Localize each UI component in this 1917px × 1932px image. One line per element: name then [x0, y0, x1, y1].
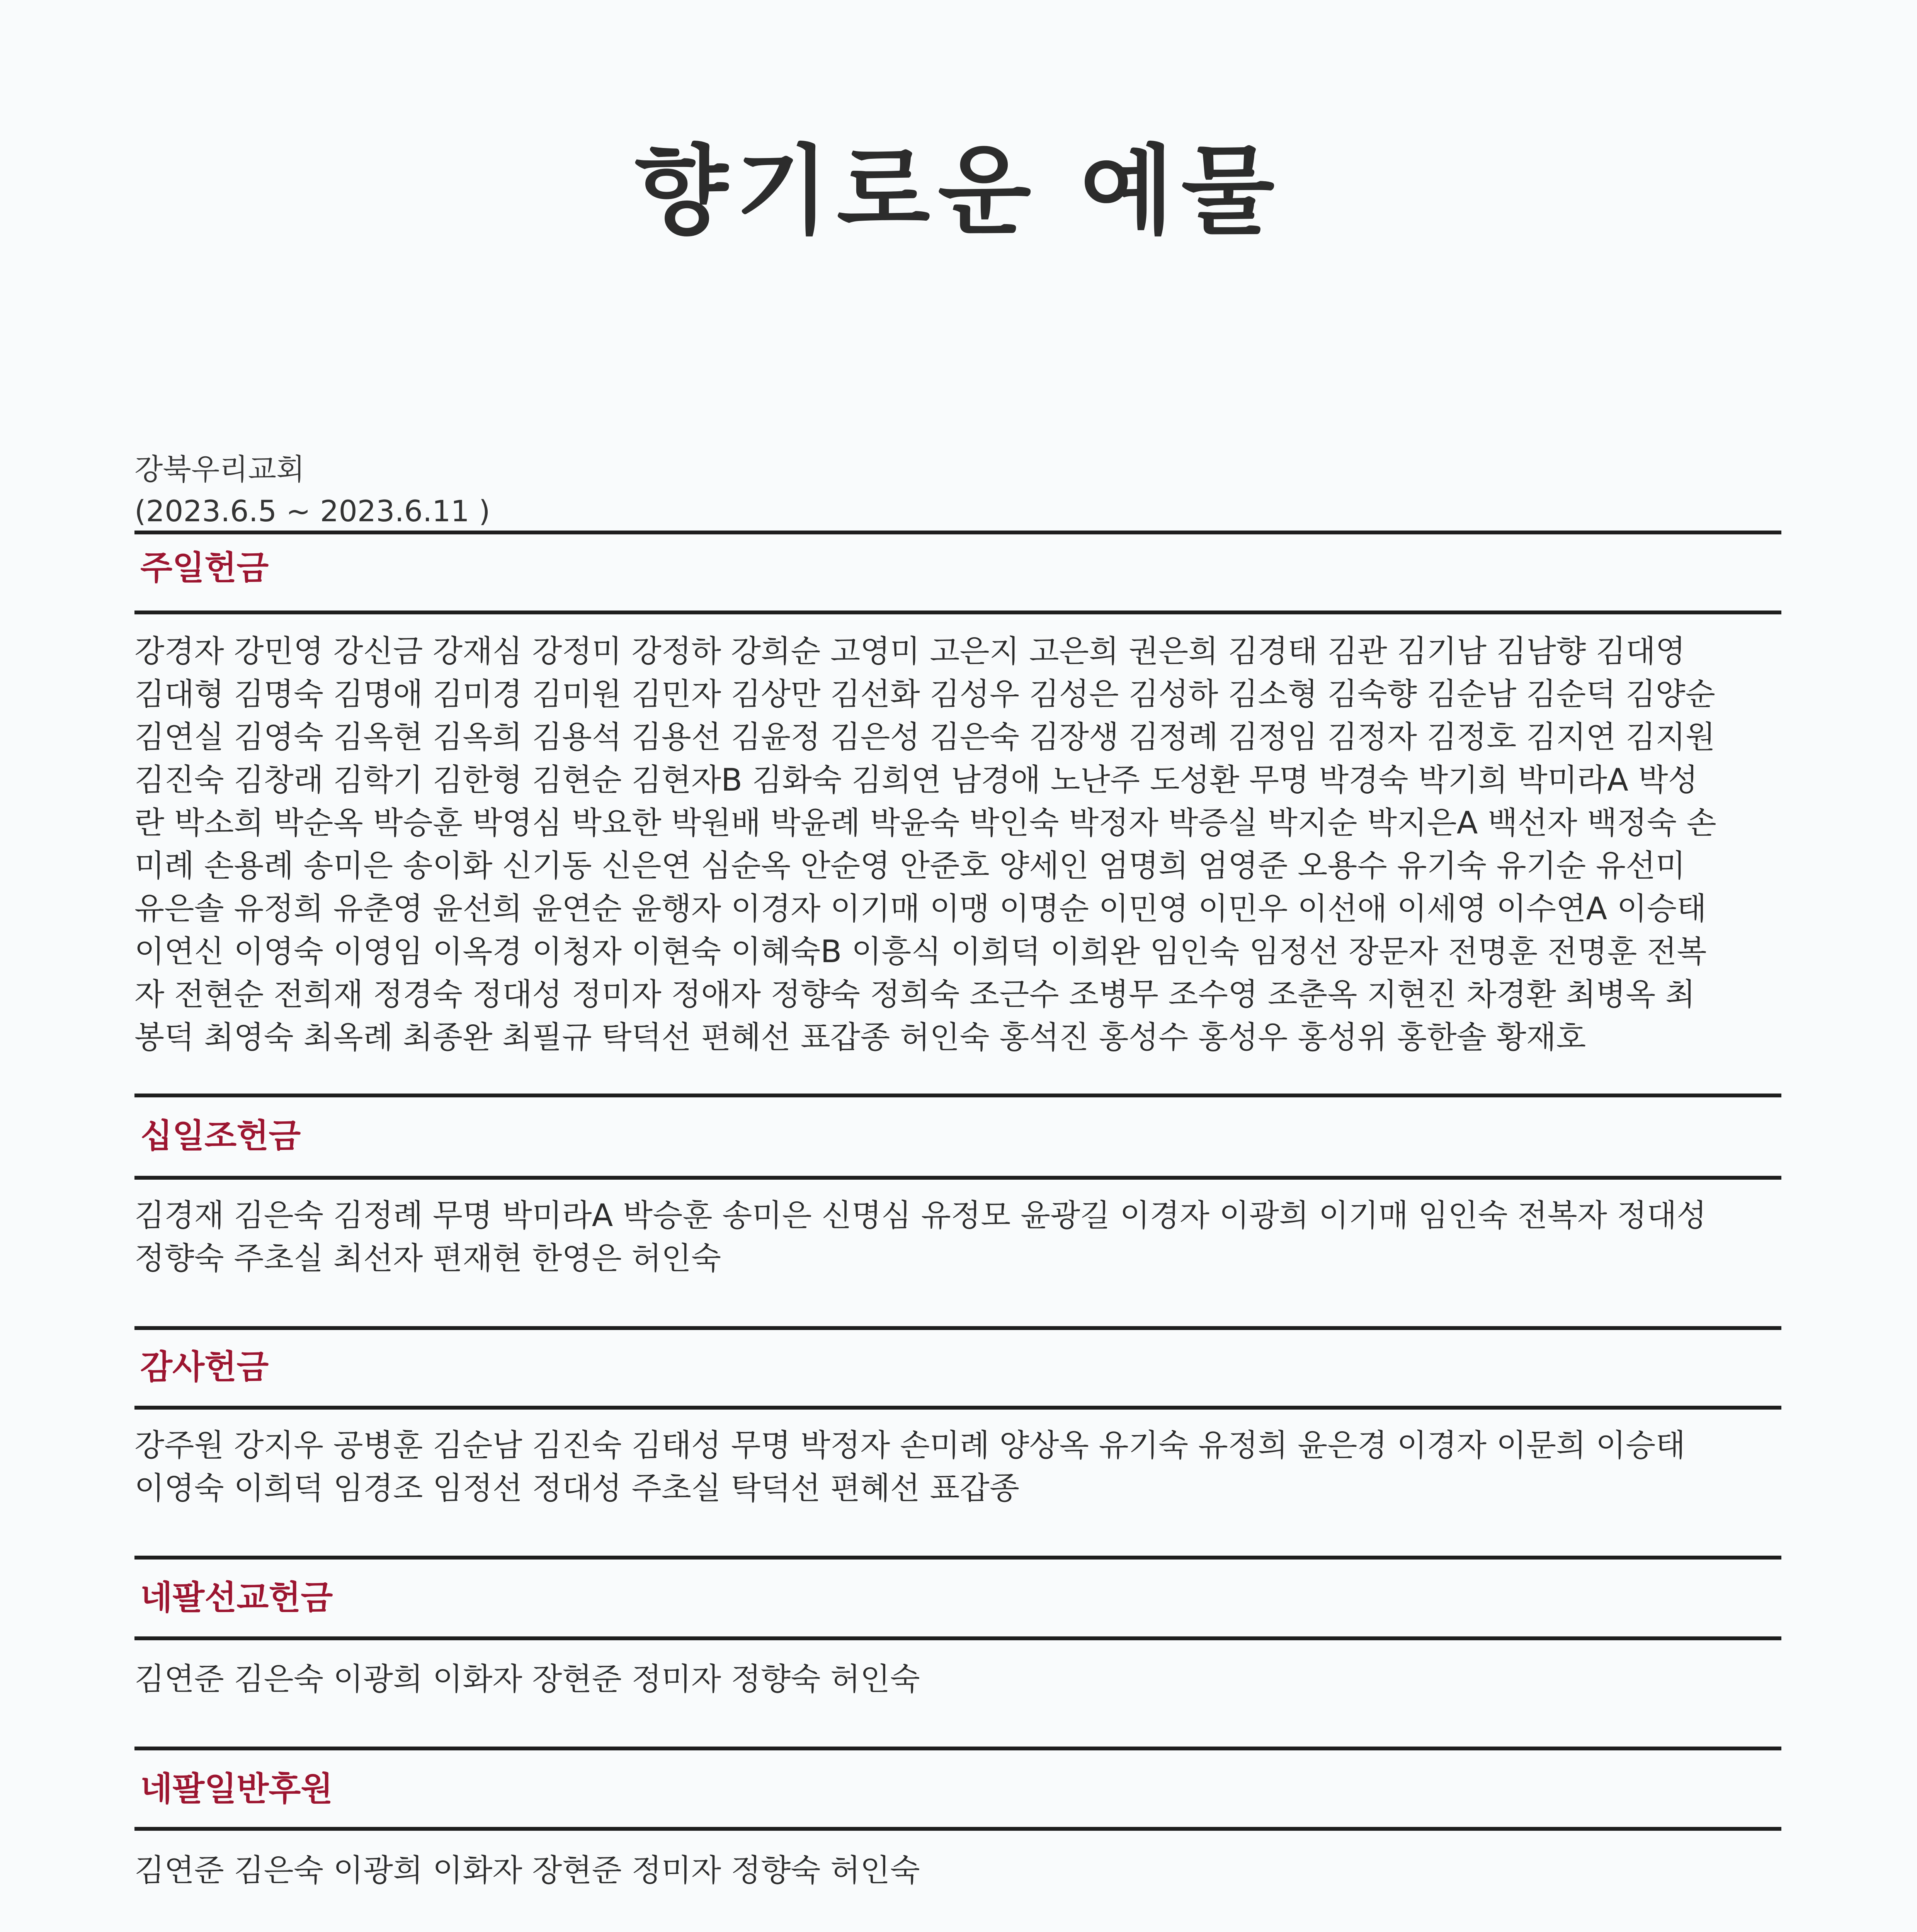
name-line: 김진숙 김창래 김학기 김한형 김현순 김현자B 김화숙 김희연 남경애 노난주 도성환 무명 박경숙 박기희 박미라A 박성: [134, 762, 1698, 798]
section-heading-nepal-mission: 네팔선교헌금: [140, 1578, 333, 1617]
offering-period: (2023.6.5 ~ 2023.6.11 ): [134, 494, 490, 528]
section-names-tithe: [134, 1194, 1781, 1280]
section-divider: [134, 1326, 1781, 1330]
name-line: 김경재 김은숙 김정례 무명 박미라A 박승훈 송미은 신명심 유정모 윤광길 이경자 이광희 이기매 임인숙 전복자 정대성: [134, 1197, 1707, 1233]
section-divider: [134, 1827, 1781, 1831]
section-divider: [134, 1176, 1781, 1180]
name-line: 이연신 이영숙 이영임 이옥경 이청자 이현숙 이혜숙B 이흥식 이희덕 이희완 임인숙 임정선 장문자 전명훈 전명훈 전복: [134, 934, 1707, 969]
page-title: 향기로운 예물: [634, 135, 1283, 247]
section-heading-thanksgiving: 감사헌금: [140, 1348, 269, 1386]
section-divider: [134, 1556, 1781, 1560]
name-line: 봉덕 최영숙 최옥례 최종완 최필규 탁덕선 편혜선 표갑종 허인숙 홍석진 홍성수 홍성우 홍성위 홍한솔 황재호: [134, 1019, 1586, 1055]
name-line: 정향숙 주초실 최선자 편재현 한영은 허인숙: [134, 1240, 721, 1276]
section-names-nepal-mission: [134, 1658, 1781, 1701]
section-names-thanksgiving: [134, 1424, 1781, 1510]
section-divider: [134, 611, 1781, 614]
name-line: 김연준 김은숙 이광희 이화자 장현준 정미자 정향숙 허인숙: [134, 1661, 920, 1697]
section-heading-sunday: 주일헌금: [140, 549, 269, 587]
section-divider: [134, 1406, 1781, 1410]
name-line: 김연준 김은숙 이광희 이화자 장현준 정미자 정향숙 허인숙: [134, 1852, 920, 1888]
name-line: 유은솔 유정희 유춘영 윤선희 윤연순 윤행자 이경자 이기매 이맹 이명순 이민영 이민우 이선애 이세영 이수연A 이승태: [134, 891, 1707, 927]
section-heading-nepal-support: 네팔일반후원: [140, 1770, 333, 1808]
section-heading-tithe: 십일조헌금: [140, 1117, 301, 1155]
name-line: 김대형 김명숙 김명애 김미경 김미원 김민자 김상만 김선화 김성우 김성은 김성하 김소형 김숙향 김순남 김순덕 김양순: [134, 676, 1715, 712]
church-name: 강북우리교회: [134, 452, 305, 486]
section-names-nepal-support: [134, 1849, 1781, 1892]
section-divider: [134, 1636, 1781, 1640]
name-line: 자 전현순 전희재 정경숙 정대성 정미자 정애자 정향숙 정희숙 조근수 조병무 조수영 조춘옥 지현진 차경환 최병옥 최: [134, 976, 1696, 1012]
name-line: 이영숙 이희덕 임경조 임정선 정대성 주초실 탁덕선 편혜선 표갑종: [134, 1470, 1019, 1506]
name-line: 미례 손용례 송미은 송이화 신기동 신은연 심순옥 안순영 안준호 양세인 엄명희 엄영준 오용수 유기숙 유기순 유선미: [134, 848, 1686, 884]
section-names-sunday: [134, 630, 1781, 1059]
section-divider: [134, 1094, 1781, 1097]
name-line: 란 박소희 박순옥 박승훈 박영심 박요한 박원배 박윤례 박윤숙 박인숙 박정자 박증실 박지순 박지은A 백선자 백정숙 손: [134, 805, 1716, 841]
name-line: 김연실 김영숙 김옥현 김옥희 김용석 김용선 김윤정 김은성 김은숙 김장생 김정례 김정임 김정자 김정호 김지연 김지원: [134, 719, 1715, 755]
name-line: 강주원 강지우 공병훈 김순남 김진숙 김태성 무명 박정자 손미례 양상옥 유기숙 유정희 윤은경 이경자 이문희 이승태: [134, 1427, 1686, 1463]
section-divider: [134, 531, 1781, 534]
section-divider: [134, 1747, 1781, 1750]
name-line: 강경자 강민영 강신금 강재심 강정미 강정하 강희순 고영미 고은지 고은희 권은희 김경태 김관 김기남 김남향 김대영: [134, 633, 1686, 669]
